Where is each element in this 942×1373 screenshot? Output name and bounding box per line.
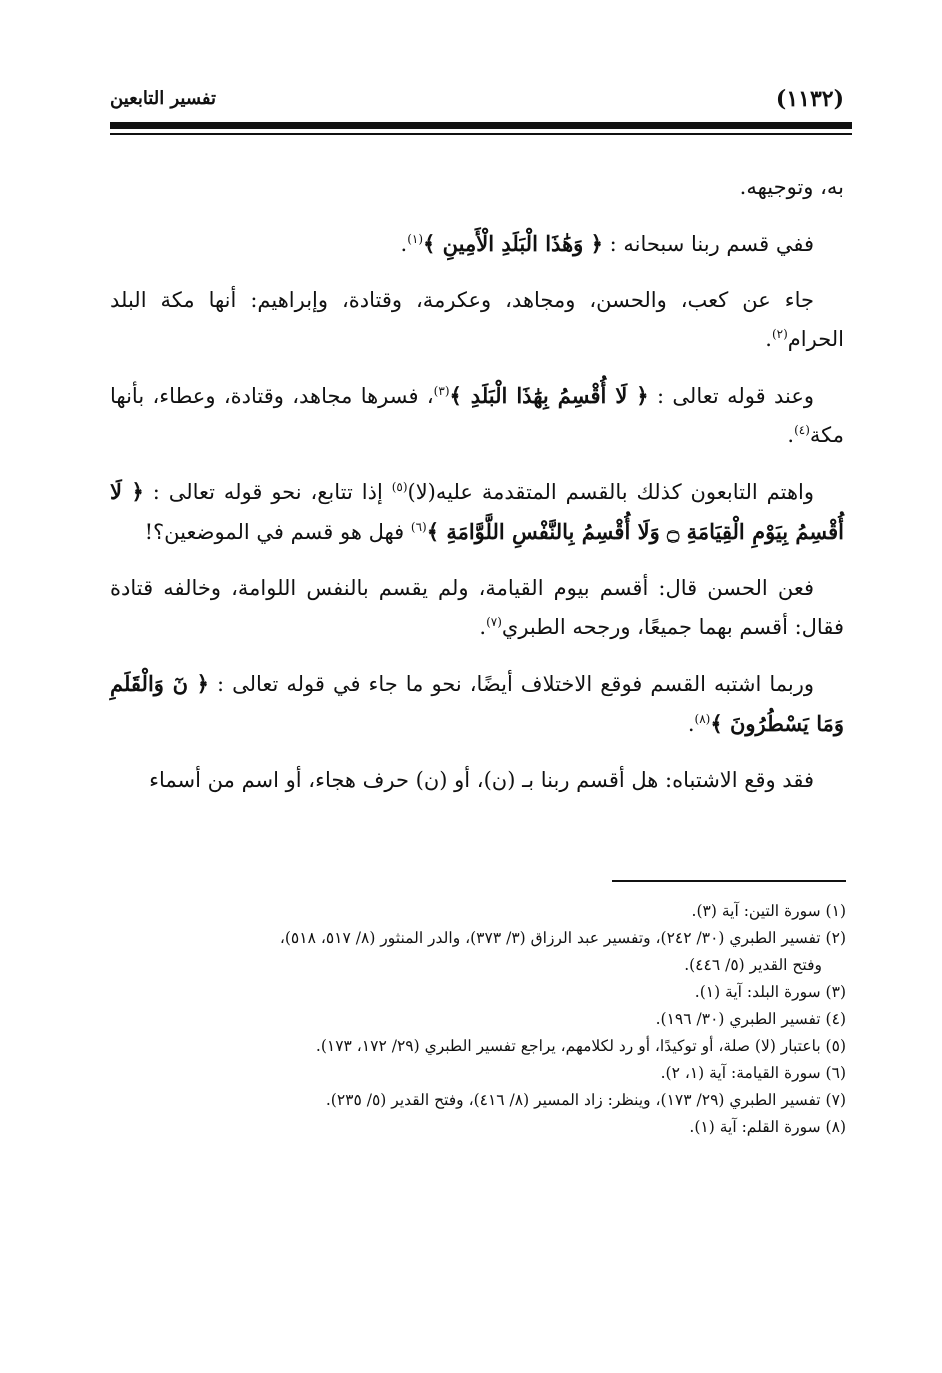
paragraph-text: فعن الحسن قال: أقسم بيوم القيامة، ولم يقسم بالنفس اللوامة، وخالفه قتادة فقال: أقسم بهما جميعًا، ورجحه الطبري [110, 576, 844, 639]
header-rule-thick [110, 122, 852, 129]
paragraph-text: به، وتوجيهه. [739, 175, 844, 199]
footnote-ref: (٧) [486, 615, 502, 629]
footnote-ref: (٨) [694, 712, 711, 726]
paragraph: وعند قوله تعالى : ﴿ لَا أُقْسِمُ بِهَٰذَا الْبَلَدِ ﴾$^{(٣)}$، فسرها مجاهد، وقتادة، وعطاء، بأنها مكة$^{(٤)}$. [110, 383, 844, 447]
footnote-ref: (٤) [794, 423, 810, 437]
paragraph-text: ففي قسم ربنا سبحانه : [609, 232, 814, 256]
paragraph-text: ، فسرها مجاهد، وقتادة، وعطاء، بأنها مكة [110, 384, 844, 447]
quran-verse: ﴿ وَهَٰذَا الْبَلَدِ الْأَمِينِ ﴾ [423, 231, 603, 256]
paragraph-text: فهل هو قسم في الموضعين؟! [144, 520, 411, 544]
footnote-ref: (٦) [410, 520, 427, 534]
footnote: (٢) تفسير الطبري (٣٠/ ٢٤٢)، وتفسير عبد الرزاق (٣/ ٣٧٣)، والدر المنثور (٨/ ٥١٧، ٥١٨)، [279, 929, 846, 947]
paragraph-text: فقد وقع الاشتباه: هل أقسم ربنا بـ (ن)، أو (ن) حرف هجاء، أو اسم من أسماء [149, 768, 814, 792]
footnote: (٣) سورة البلد: آية (١). [694, 983, 846, 1001]
quran-verse: ﴿ لَا أُقْسِمُ بِهَٰذَا الْبَلَدِ ﴾ [449, 383, 649, 408]
page-header [110, 78, 844, 118]
paragraph-text: واهتم التابعون كذلك بالقسم المتقدمة عليه(لا) [407, 480, 814, 504]
paragraph-text: وعند قوله تعالى : [656, 384, 815, 408]
footnote-ref: (٢) [771, 327, 788, 341]
footnote-continuation: وفتح القدير (٥/ ٤٤٦). [684, 956, 822, 974]
paragraph: وربما اشتبه القسم فوقع الاختلاف أيضًا، نحو ما جاء في قوله تعالى : ﴿ نٓ وَالْقَلَمِ وَمَا يَسْطُرُونَ ﴾$^{(٨)}$. [110, 671, 844, 736]
footnote: (١) سورة التين: آية (٣). [691, 902, 846, 920]
paragraph: جاء عن كعب، والحسن، ومجاهد، وعكرمة، وقتادة، وإبراهيم: أنها مكة البلد الحرام$^{(٢)}$. [110, 288, 844, 351]
paragraph [110, 168, 844, 207]
footnote-separator [612, 880, 846, 882]
main-text [110, 168, 844, 817]
paragraph [110, 472, 844, 552]
page-number: (١١٣٢) [775, 86, 844, 112]
header-rule-thin [110, 133, 852, 135]
footnote-ref: (١) [407, 232, 424, 246]
footnote: (٧) تفسير الطبري (٢٩/ ١٧٣)، وينظر: زاد المسير (٨/ ٤١٦)، وفتح القدير (٥/ ٢٣٥). [325, 1091, 846, 1109]
footnote: (٨) سورة القلم: آية (١). [689, 1118, 846, 1136]
paragraph: ففي قسم ربنا سبحانه : ﴿ وَهَٰذَا الْبَلَدِ الْأَمِينِ ﴾$^{(١)}$. [400, 231, 814, 256]
running-title: تفسير التابعين [110, 88, 217, 109]
footnote: (٦) سورة القيامة: آية (١، ٢). [660, 1064, 846, 1082]
footnote-ref: (٣) [433, 384, 450, 398]
quran-verse: ﴿ نٓ وَالْقَلَمِ وَمَا يَسْطُرُونَ ﴾ [110, 671, 844, 736]
paragraph-text: وربما اشتبه القسم فوقع الاختلاف أيضًا، نحو ما جاء في قوله تعالى : [217, 672, 814, 696]
paragraph: فعن الحسن قال: أقسم بيوم القيامة، ولم يقسم بالنفس اللوامة، وخالفه قتادة فقال: أقسم بهما جميعًا، ورجحه الطبري$^{(٧)}$. [110, 576, 844, 639]
paragraph-text: جاء عن كعب، والحسن، ومجاهد، وعكرمة، وقتادة، وإبراهيم: أنها مكة البلد الحرام [110, 288, 844, 351]
paragraph [110, 761, 844, 800]
quran-verse: ﴿ لَا أُقْسِمُ بِيَوْمِ الْقِيَامَةِ ۝ وَلَا أُقْسِمُ بِالنَّفْسِ اللَّوَّامَةِ ﴾ [110, 479, 844, 544]
paragraph-text: إذا تتابع، نحو قوله تعالى : [152, 480, 392, 504]
footnote: (٤) تفسير الطبري (٣٠/ ١٩٦). [655, 1010, 846, 1028]
footnotes [150, 898, 846, 1141]
footnote-ref: (٥) [391, 480, 408, 494]
footnote: (٥) باعتبار (لا) صلة، أو توكيدًا، أو رد لكلامهم، يراجع تفسير الطبري (٢٩/ ١٧٢، ١٧٣). [315, 1037, 846, 1055]
